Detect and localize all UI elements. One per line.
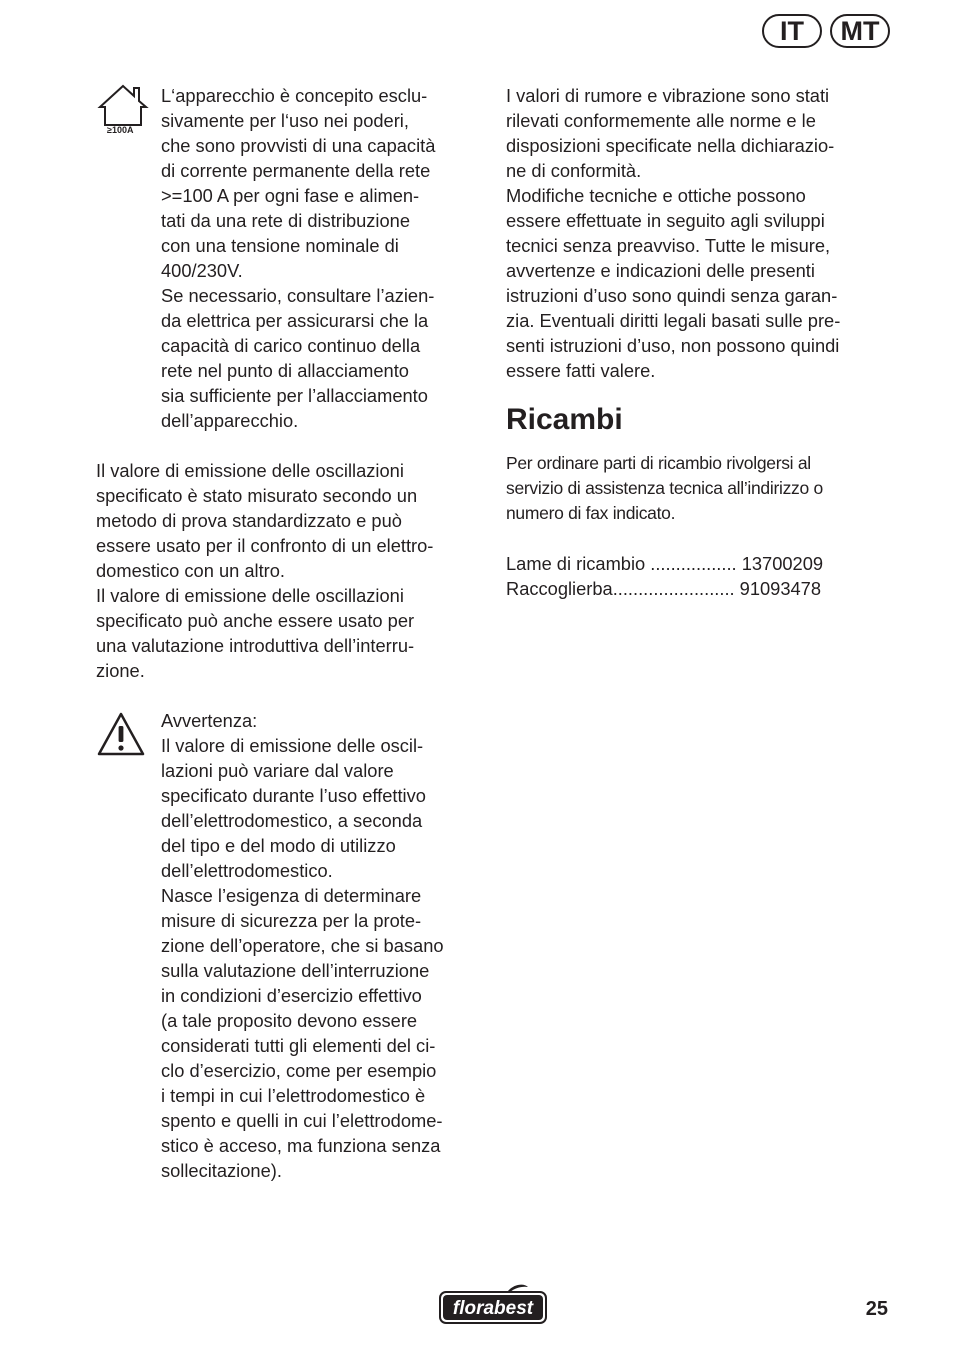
house-icon [96,83,150,147]
warning-triangle-icon [96,711,146,763]
warning-para-2: Nasce l’esigenza di determinare misure di sicurezza per la prote- zione dell’operatore, che si basano sulla valutazione dell’interruzione in condizioni d’esercizio effettivo (a tale proposito devono essere considerati tutti gli elementi del ci- clo d’esercizio, come per esempio i tempi in cui l’elettrodomestico è spento e quelli in cui l’elettrodome- stico è acceso, ma funziona senza sollecitazione). [161,885,444,1181]
vibration-para-2: Il valore di emissione delle oscillazioni specificato può anche essere usato per una valutazione introduttiva dell’interru- zione. [96,585,415,681]
noise-para: I valori di rumore e vibrazione sono stati rilevati conformemente alle norme e le disposizioni specificate nella dichiarazio- ne di conformità. [506,85,835,181]
spare-parts-heading: Ricambi [506,403,623,436]
modifications-para: Modifiche tecniche e ottiche possono essere effettuate in seguito agli sviluppi tecnici senza preavviso. Tutte le misure, avvertenze e indicazioni delle presenti istruzioni d’uso sono quindi senza garan- zia. Eventuali diritti legali basati sulle pre- senti istruzioni d’uso, non possono quindi essere fatti valere. [506,185,841,381]
warning-para-1: Il valore di emissione delle oscil- lazioni può variare dal valore specificato durante l’uso effettivo dell’elettrodomestico, a seconda del tipo e del modo di utilizzo dell’elettrodomestico. [161,735,426,881]
right-column [506,83,896,601]
house-connection-notice [96,83,486,433]
spare-parts-intro: Per ordinare parti di ricambio rivolgersi al servizio di assistenza tecnica all’indirizzo o numero di fax indicato. [506,453,823,523]
brand-name: florabest [452,1298,534,1319]
warning-title: Avvertenza: [161,710,258,731]
language-badge-it: IT [762,14,822,48]
spare-part-item: Lame di ricambio ................. 13700209 [506,553,824,574]
language-badges [762,14,890,48]
page-number: 25 [865,1298,888,1320]
leaf-icon [508,1285,528,1292]
spare-part-item: Raccoglierba........................ 91093478 [506,578,822,599]
vibration-para-1: Il valore di emissione delle oscillazioni specificato è stato misurato secondo un metodo di prova standardizzato e può essere usato per il confronto di un elettro- domestico con un altro. [96,460,434,581]
left-column [96,83,486,1183]
warning-notice [96,708,486,1183]
house-notice-para-2: Se necessario, consultare l’azien- da elettrica per assicurarsi che la capacità di carico continuo della rete nel punto di allacciamento sia sufficiente per l’allacciamento dell’apparecchio. [161,285,435,431]
house-notice-para-1: L‘apparecchio è concepito esclu- sivamente per l‘uso nei poderi, che sono provvisti di una capacità di corrente permanente della rete >=100 A per ogni fase e alimen- tati da una rete di distribuzione con una tensione nominale di 400/230V. [161,85,436,281]
house-icon-label: ≥100A [107,125,134,135]
language-badge-mt: MT [830,14,890,48]
florabest-logo [438,1282,550,1331]
